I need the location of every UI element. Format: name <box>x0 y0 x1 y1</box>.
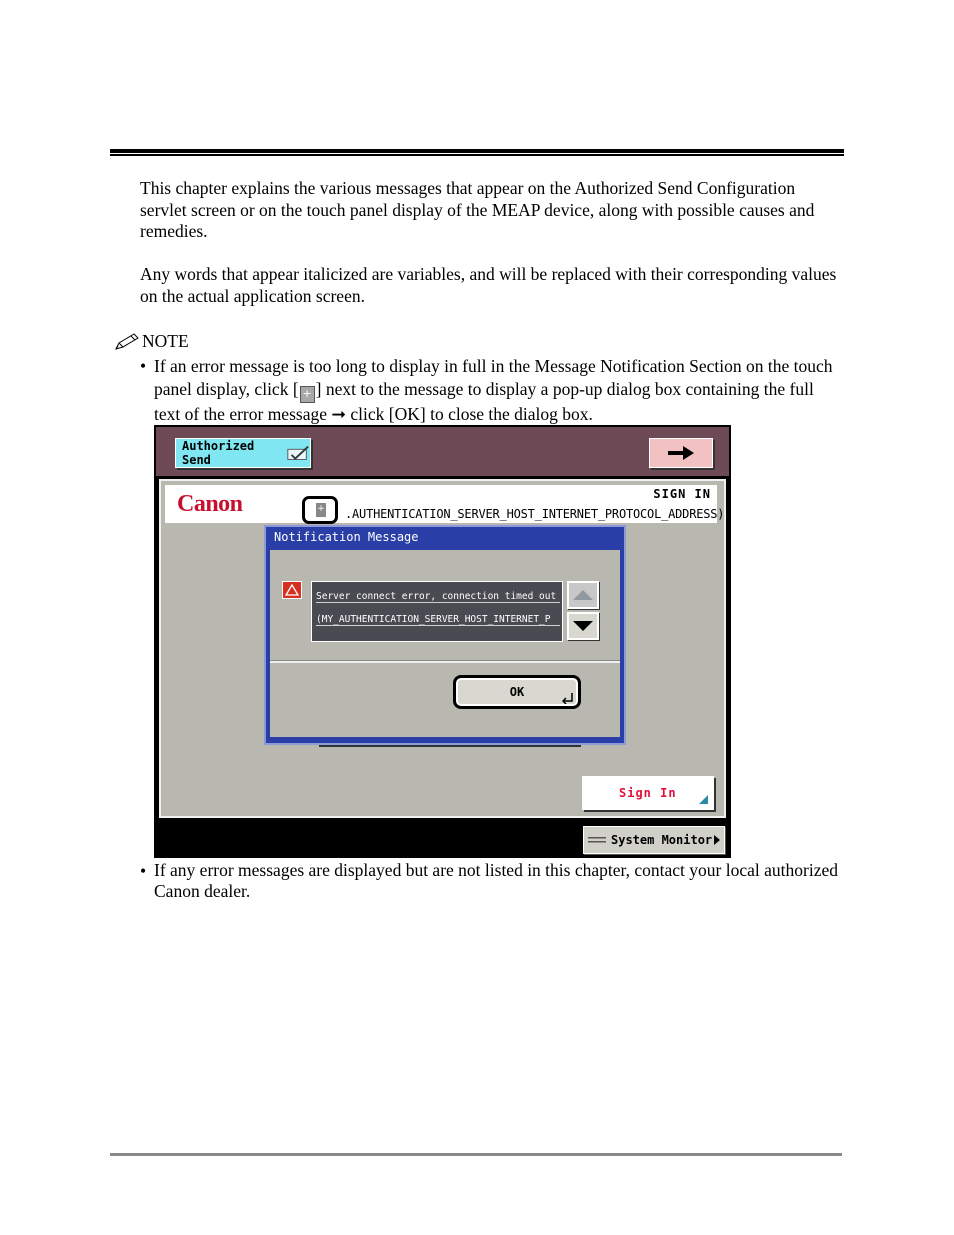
warning-icon <box>282 581 302 599</box>
notification-message-text: .AUTHENTICATION_SERVER_HOST_INTERNET_PROTOCOL_ADDRESS). <box>345 507 732 521</box>
checkmark-envelope-icon <box>286 445 310 461</box>
plus-icon: + <box>316 503 326 517</box>
right-arrow-icon: ➞ <box>331 404 347 424</box>
sign-in-status-label: SIGN IN <box>653 487 711 501</box>
note-bullet-1-text <box>154 355 840 426</box>
dialog-content <box>270 550 620 737</box>
corner-triangle-icon <box>699 795 708 804</box>
scroll-down-button[interactable] <box>567 612 599 640</box>
ok-label: OK <box>509 685 525 699</box>
system-monitor-button[interactable] <box>583 826 725 854</box>
sign-in-button[interactable] <box>582 776 714 810</box>
scroll-up-button[interactable] <box>567 581 599 609</box>
error-message-box <box>311 581 563 642</box>
sign-in-button-label: Sign In <box>619 786 677 800</box>
dialog-separator <box>270 660 620 663</box>
panel-header <box>156 427 729 476</box>
intro-paragraph-1: This chapter explains the various messages that appear on the Authorized Send Configuration servlet screen or on the touch panel display of the MEAP device, along with possible causes and remedies. <box>140 178 815 241</box>
ok-button[interactable] <box>453 675 581 709</box>
notification-dialog <box>264 525 626 745</box>
error-message-line-1: Server connect error, connection timed out <box>316 591 560 603</box>
enter-icon <box>562 692 574 704</box>
touch-panel-screenshot <box>154 425 731 858</box>
note-label: NOTE <box>142 331 189 351</box>
monitor-lines-icon <box>588 835 606 845</box>
authorized-send-label: Authorized Send <box>182 439 255 467</box>
bullet-1-text-c: click [OK] to close the dialog box. <box>346 404 593 424</box>
bullet-dot: • <box>140 356 147 376</box>
down-triangle-icon <box>573 621 593 631</box>
note-bullet-2-text: If any error messages are displayed but are not listed in this chapter, contact your local authorized Canon dealer. <box>154 860 838 901</box>
next-arrow-button[interactable] <box>649 438 713 468</box>
dialog-title: Notification Message <box>274 530 419 544</box>
canon-logo: Canon <box>177 491 243 517</box>
plus-icon: + <box>300 386 315 403</box>
bullet-1-text-b: ] next to the message to display a pop-up dialog box containing the full text of the error message <box>154 379 814 424</box>
bullet-dot: • <box>140 861 147 881</box>
header-rule <box>110 149 844 156</box>
message-notification-strip <box>165 485 732 523</box>
bullet-1-text-a: If an error message is too long to display in full in the Message Notification Section on the touch panel display, click [ <box>154 356 833 399</box>
up-triangle-icon <box>573 590 593 600</box>
system-monitor-label: System Monitor <box>611 833 713 847</box>
pencil-icon <box>114 333 140 351</box>
chevron-right-icon <box>714 835 720 845</box>
authorized-send-button[interactable] <box>175 438 311 468</box>
error-message-line-2: (MY_AUTHENTICATION_SERVER_HOST_INTERNET_P <box>316 614 560 626</box>
intro-paragraph-2: Any words that appear italicized are variables, and will be replaced with their corresponding values on the actual application screen. <box>140 264 837 306</box>
footer-rule <box>110 1153 842 1156</box>
note-heading <box>114 331 189 352</box>
expand-message-button[interactable] <box>302 496 338 524</box>
right-arrow-icon <box>667 446 695 460</box>
panel-body <box>159 479 732 818</box>
